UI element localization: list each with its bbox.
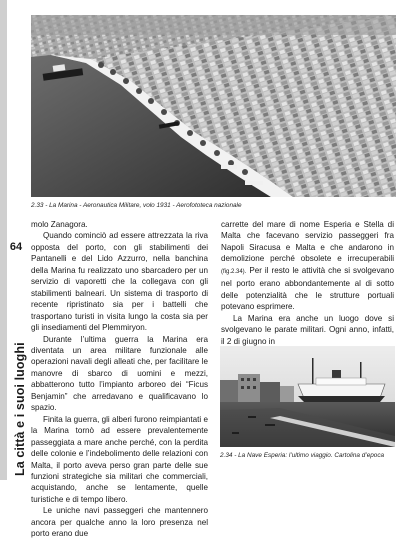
page-number: 64 — [9, 241, 23, 253]
section-title: La città e i suoi luoghi — [13, 342, 27, 476]
figure-reference: (fig.2.34). — [221, 268, 247, 275]
figure-caption-top: 2.33 - La Marina - Aeronautica Militare, volo 1931 - Aerofototeca nazionale — [31, 202, 242, 209]
sidebar — [0, 0, 26, 480]
paragraph: Quando cominciò ad essere attrezzata la riva opposta del porto, con gli stabilimenti dei Pantanelli e del Lido Azzurro, nella banchina della Marina fu realizzato uno sbarcadero per un servizio di vaporetti che la collegava con gli stabilimenti balneari. Un sistema di trasporto di recente ripristinato sia per i battelli che trasportano turisti in visita lungo la costa sia per gli insediamenti del Plemmiryon. — [31, 231, 208, 333]
text-column-right — [221, 219, 394, 347]
paragraph-text: Per il resto le attività che si svolgevano nel porto erano abbondantemente al di sotto delle potenzialità che le strutture portuali potevano esprimere. — [221, 265, 394, 312]
paragraph: Finita la guerra, gli alberi furono reimpiantati e la Marina tornò ad essere prevalentemente passeggiata a mare anche perché, con la perdita delle colonie e l’indebolimento delle relazioni con Malta, il porto aveva perso gran parte delle sue funzioni strategiche sia militari che commerciali, acquistando, anche se lentamente, quelle turistiche e di tempo libero. — [31, 414, 208, 504]
figure-caption-bottom: 2.34 - La Nave Esperia: l’ultimo viaggio. Cartolina d’epoca — [220, 452, 385, 459]
aerial-photo-illustration — [31, 15, 396, 197]
paragraph: Durante l’ultima guerra la Marina era diventata un area militare funzionale alle operazioni navali degli alleati che, per facilitare le manovre di sbarco di uomini e mezzi, abbatterono tutto l’impianto arboreo dei “Ficus Benjamin” che arredavano e qualificavano lo spazio. — [31, 334, 208, 413]
text-column-left — [31, 219, 208, 540]
sidebar-accent-bar — [0, 0, 7, 480]
postcard-photo-illustration — [220, 346, 395, 447]
paragraph: La Marina era anche un luogo dove si svolgevano le parate militari. Ogni anno, infatti, il 2 di giugno in — [221, 313, 394, 346]
paragraph-text: carrette del mare di nome Esperia e Stella di Malta che facevano servizio passeggeri fra Napoli Siracusa e Malta e che andarono in demolizione perché obsolete e irrecuperabili — [221, 220, 394, 264]
paragraph: Le uniche navi passeggeri che mantennero ancora per qualche anno la loro presenza nel porto erano due — [31, 506, 208, 539]
aerial-photo-marina — [31, 15, 396, 197]
paragraph: molo Zanagora. — [31, 220, 88, 229]
paragraph — [221, 219, 394, 313]
postcard-photo-esperia — [220, 346, 395, 447]
